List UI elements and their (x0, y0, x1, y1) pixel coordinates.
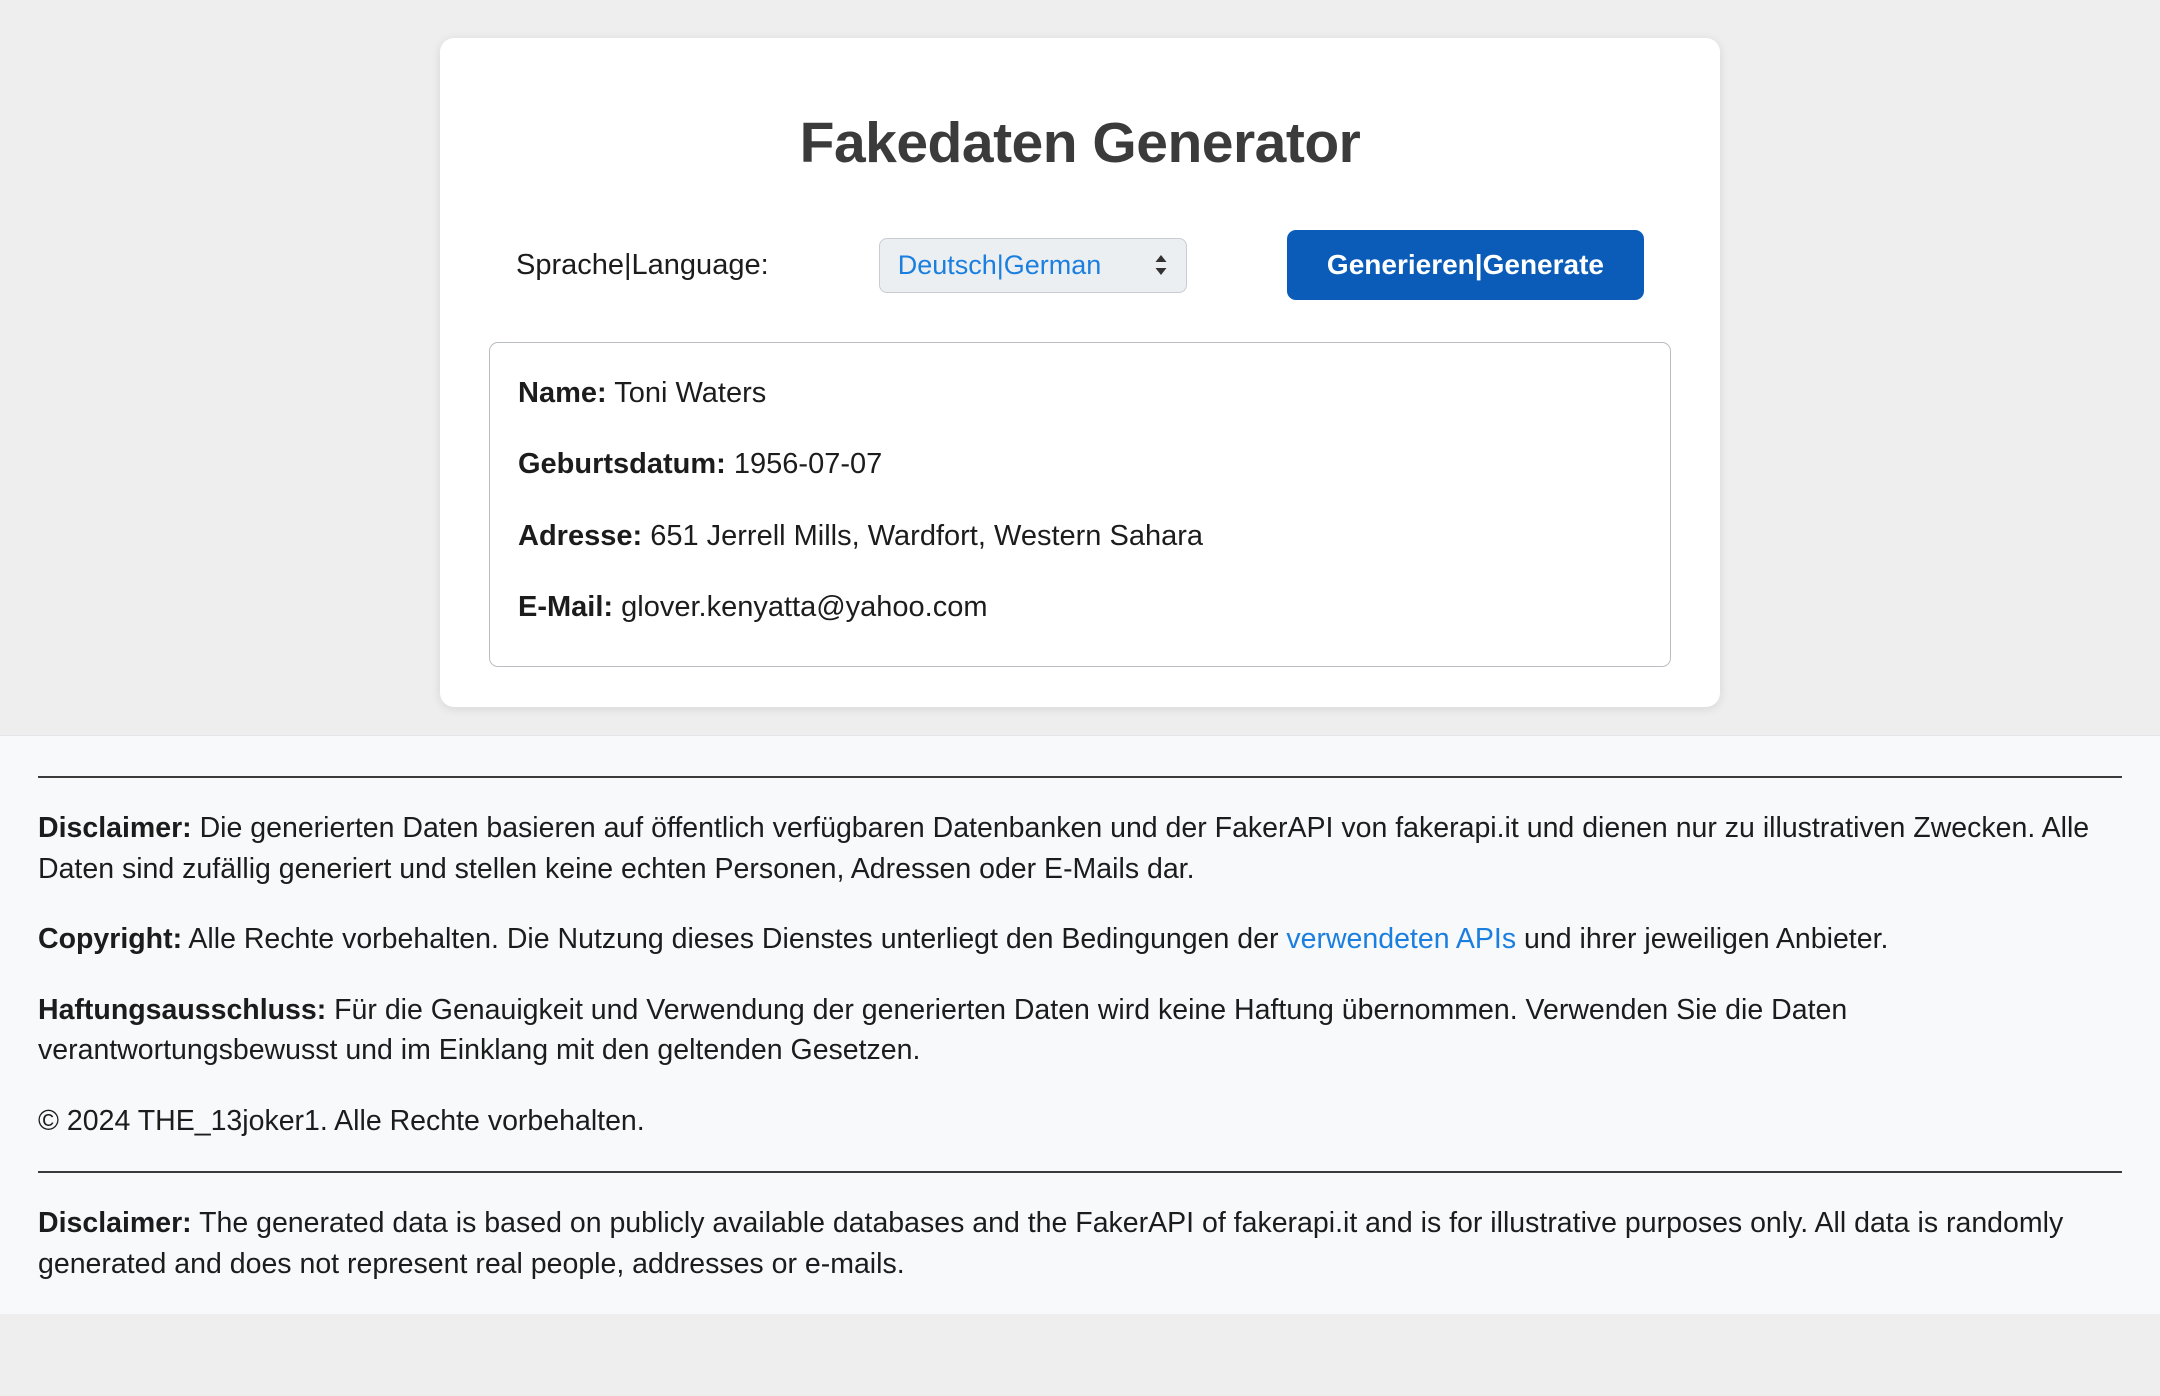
generator-card (440, 38, 1720, 707)
footer-disclaimer-de (38, 808, 2122, 889)
footer-disclaimer-en-key: Disclaimer: (38, 1207, 192, 1240)
footer-copyright-text-after: und ihrer jeweiligen Anbieter. (1516, 923, 1889, 956)
result-name-value: Toni Waters (614, 377, 767, 409)
language-select-value: Deutsch|German (897, 249, 1102, 280)
footer-copyright-line: © 2024 THE_13joker1. Alle Rechte vorbehalten. (38, 1104, 645, 1137)
language-select[interactable] (879, 238, 1187, 293)
footer-liability (38, 990, 2122, 1071)
footer-divider-top (38, 776, 2122, 778)
footer-disclaimer-de-key: Disclaimer: (38, 812, 192, 845)
controls-row (486, 230, 1674, 300)
result-address-value: 651 Jerrell Mills, Wardfort, Western Sahara (650, 519, 1203, 552)
footer (0, 735, 2160, 1314)
result-birthdate-key: Geburtsdatum: (518, 448, 726, 481)
footer-disclaimer-en-text: The generated data is based on publicly available databases and the FakerAPI of fakerapi.it and is for illustrative purposes only. All data is randomly generated and does not represent real people, addresses or e-mails. (38, 1207, 2064, 1280)
footer-copyright-text-before: Alle Rechte vorbehalten. Die Nutzung dieses Dienstes unterliegt den Bedingungen der (182, 923, 1287, 956)
chevron-up-down-icon (1152, 252, 1170, 278)
result-email-value: glover.kenyatta@yahoo.com (621, 591, 988, 624)
footer-disclaimer-en (38, 1203, 2122, 1284)
footer-liability-text: Für die Genauigkeit und Verwendung der generierten Daten wird keine Haftung übernommen. Verwenden Sie die Daten verantwortungsbewusst und im Einklang mit den geltenden Gesetzen. (38, 993, 1848, 1067)
footer-divider-bottom (38, 1171, 2122, 1173)
result-row-address (518, 520, 1642, 553)
result-name-key: Name: (518, 377, 607, 409)
result-email-key: E-Mail: (518, 591, 614, 624)
used-apis-link[interactable]: verwendeten APIs (1286, 923, 1517, 956)
footer-copyright-key: Copyright: (38, 923, 183, 956)
generate-button[interactable]: Generieren|Generate (1287, 230, 1644, 300)
result-row-birthdate (518, 448, 1642, 481)
footer-liability-key: Haftungsausschluss: (38, 993, 327, 1026)
language-label: Sprache|Language: (516, 248, 769, 281)
result-birthdate-value: 1956-07-07 (733, 448, 883, 481)
page-title: Fakedaten Generator (799, 111, 1361, 175)
result-row-email (518, 591, 1642, 624)
result-panel (489, 342, 1671, 667)
result-row-name (518, 377, 1642, 410)
footer-disclaimer-de-text: Die generierten Daten basieren auf öffentlich verfügbaren Datenbanken und der FakerAPI von fakerapi.it und dienen nur zu illustrativen Zwecken. Alle Daten sind zufällig generiert und stellen keine echten Personen, Adressen oder E-Mails dar. (38, 812, 2090, 885)
footer-copyright-note (38, 919, 2122, 959)
result-address-key: Adresse: (518, 519, 643, 552)
